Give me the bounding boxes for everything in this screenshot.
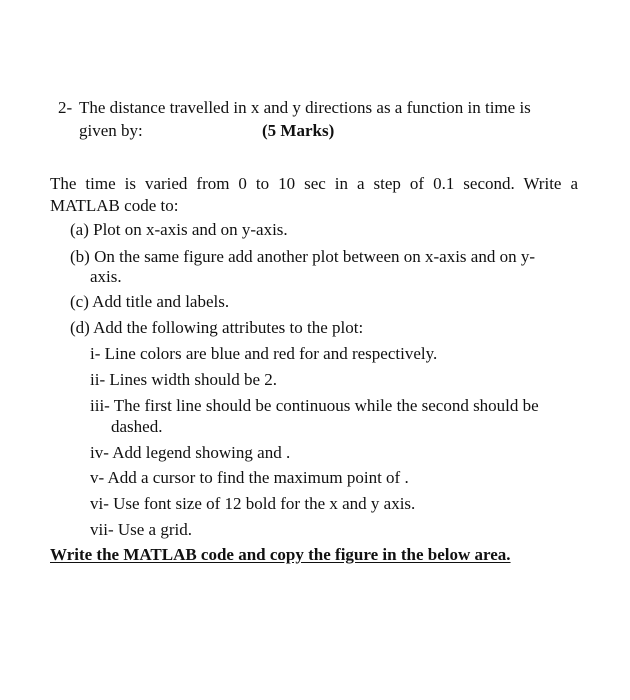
attribute-iii-line-1: iii- The first line should be continuous while the second should be (90, 396, 539, 415)
question-heading-line-2: given by: (79, 121, 143, 140)
task-a: (a) Plot on x-axis and on y-axis. (70, 220, 288, 239)
attribute-iii-line-2: dashed. (111, 417, 163, 436)
question-heading-line-1: The distance travelled in x and y directions as a function in time is (79, 98, 531, 117)
intro-line-2: MATLAB code to: (50, 196, 179, 215)
question-number: 2- (58, 98, 73, 117)
attribute-vii: vii- Use a grid. (90, 520, 192, 539)
footer-instruction: Write the MATLAB code and copy the figure in the below area. (50, 545, 511, 564)
attribute-ii: ii- Lines width should be 2. (90, 370, 277, 389)
attribute-v: v- Add a cursor to find the maximum point of . (90, 468, 409, 487)
task-d: (d) Add the following attributes to the plot: (70, 318, 364, 337)
task-b-line-2: axis. (90, 267, 122, 286)
attribute-i: i- Line colors are blue and red for and respectively. (90, 344, 438, 363)
task-b-line-1: (b) On the same figure add another plot between on x-axis and on y- (70, 247, 535, 266)
attribute-iv: iv- Add legend showing and . (90, 443, 291, 462)
intro-line-1: The time is varied from 0 to 10 sec in a step of 0.1 second. Write a (50, 174, 578, 193)
task-c: (c) Add title and labels. (70, 292, 230, 311)
attribute-vi: vi- Use font size of 12 bold for the x and y axis. (90, 494, 416, 513)
marks-label: (5 Marks) (262, 121, 335, 140)
